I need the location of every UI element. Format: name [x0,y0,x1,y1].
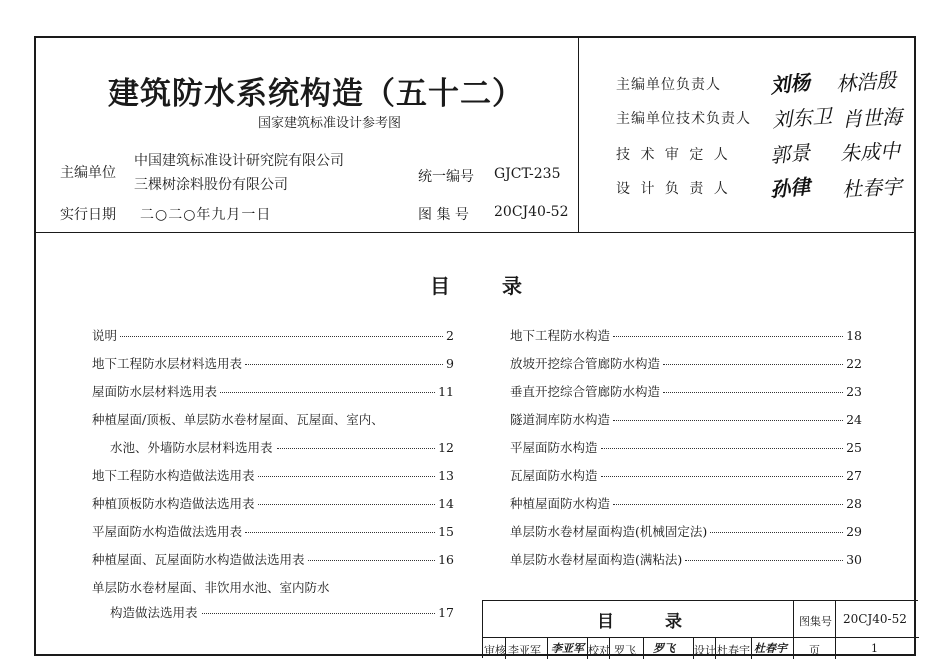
toc-item[interactable]: 构造做法选用表 17 [110,605,454,620]
header-vertical-divider [578,38,579,232]
drawing-sheet [34,36,916,656]
toc-item[interactable]: 瓦屋面防水构造 27 [510,468,862,483]
toc-item[interactable]: 地下工程防水构造做法选用表 13 [92,468,454,483]
signature-3b: 朱成中 [839,138,901,166]
toc-item[interactable]: 隧道洞库防水构造 24 [510,412,862,427]
check-label: 校对 [588,644,610,657]
review-label: 审核 [484,644,506,657]
signature-1a: 刘杨 [769,69,812,99]
date-value: 二○二○年九月一日 [140,207,272,223]
resp-label-tech-unit: 主编单位技术负责人 [616,111,751,127]
review-name: 李亚军 [508,644,541,657]
atlas-no-label: 图 集 号 [418,207,469,223]
design-signature: 杜春宇 [754,642,787,655]
title-block: 目 录 图集号 20CJ40-52 审核 李亚军 李亚军 校对 罗飞 罗飞 设计 杜春宇 杜春宇 页 1 [482,600,918,658]
atlas-title: 建筑防水系统构造（五十二） [108,76,524,112]
atlas-no-cell-value: 20CJ40-52 [843,612,907,626]
toc-item-line[interactable]: 种植屋面/顶板、单层防水卷材屋面、瓦屋面、室内、 [92,412,384,427]
toc-item[interactable]: 单层防水卷材屋面构造(机械固定法) 29 [510,524,862,539]
resp-label-chief-unit: 主编单位负责人 [616,77,721,93]
toc-item[interactable]: 种植屋面、瓦屋面防水构造做法选用表 16 [92,552,454,567]
unified-no-label: 统一编号 [418,169,474,185]
check-signature: 罗飞 [653,642,675,655]
design-name: 杜春宇 [717,644,750,657]
signature-4b: 杜春宇 [841,174,903,202]
toc-item-line[interactable]: 单层防水卷材屋面、非饮用水池、室内防水 [92,580,330,595]
signature-1b: 林浩殷 [835,67,897,97]
toc-item[interactable]: 平屋面防水构造 25 [510,440,862,455]
atlas-no-cell-label: 图集号 [799,615,832,628]
toc-heading-char2: 录 [502,274,522,298]
toc-heading-char1: 目 [430,274,450,298]
toc-item[interactable]: 平屋面防水构造做法选用表 15 [92,524,454,539]
atlas-no-value: 20CJ40-52 [494,204,569,220]
toc-item[interactable]: 种植顶板防水构造做法选用表 14 [92,496,454,511]
editor-unit-line2: 三棵树涂料股份有限公司 [134,177,288,193]
review-signature: 李亚军 [551,642,584,655]
signature-2b: 肖世海 [841,104,903,132]
toc-item[interactable]: 单层防水卷材屋面构造(满粘法) 30 [510,552,862,567]
page-number: 1 [871,642,878,655]
toc-item[interactable]: 地下工程防水层材料选用表 9 [92,356,454,371]
toc-item[interactable]: 放坡开挖综合管廊防水构造 22 [510,356,862,371]
signature-3a: 郭景 [769,140,812,168]
design-label: 设计 [694,644,716,657]
toc-item[interactable]: 说明 2 [92,328,454,343]
toc-item[interactable]: 垂直开挖综合管廊防水构造 23 [510,384,862,399]
date-label: 实行日期 [60,207,116,223]
toc-item[interactable]: 水池、外墙防水层材料选用表 12 [110,440,454,455]
unified-no-value: GJCT-235 [494,166,561,182]
editor-unit-label: 主编单位 [60,165,116,181]
atlas-subtitle: 国家建筑标准设计参考图 [258,116,402,131]
header-divider [36,232,914,233]
resp-label-review: 技 术 审 定 人 [616,147,731,163]
page-label: 页 [809,644,820,657]
editor-unit-line1: 中国建筑标准设计研究院有限公司 [134,153,344,169]
check-name: 罗飞 [614,644,636,657]
toc-item[interactable]: 种植屋面防水构造 28 [510,496,862,511]
signature-4a: 孙律 [769,174,812,202]
toc-item[interactable]: 地下工程防水构造 18 [510,328,862,343]
toc-item[interactable]: 屋面防水层材料选用表 11 [92,384,454,399]
signature-2a: 刘东卫 [771,103,833,133]
resp-label-design: 设 计 负 责 人 [616,181,731,197]
